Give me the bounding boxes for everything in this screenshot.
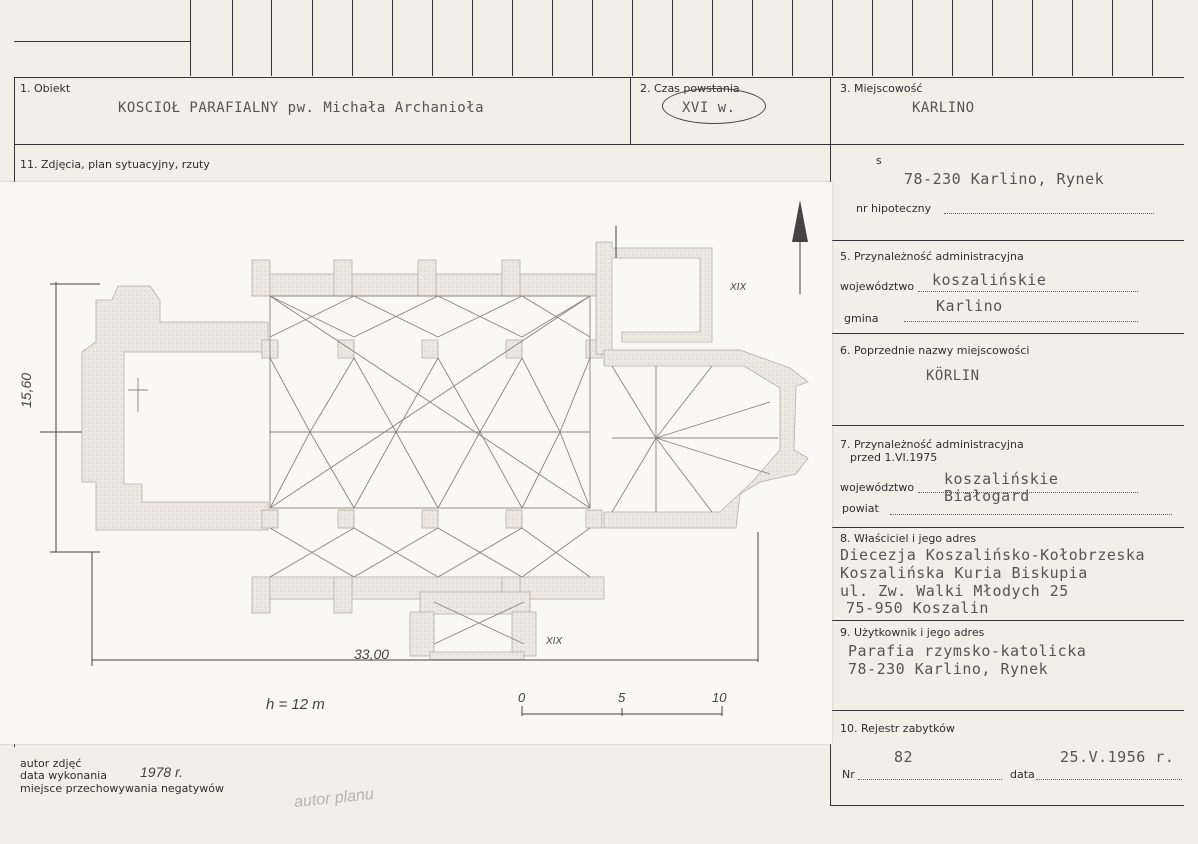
scale-label-0: 0	[518, 690, 526, 705]
powiat-label: powiat	[842, 502, 879, 515]
photo-shadow	[0, 182, 14, 744]
length-dimension: 33,00	[354, 646, 390, 662]
przynaleznosc-przed-label2: przed 1.VI.1975	[850, 451, 938, 464]
floor-plan-photo	[0, 182, 832, 744]
wojewodztwo-label: województwo	[840, 280, 915, 293]
uzytkownik-label: 9. Użytkownik i jego adres	[840, 626, 985, 639]
miejsce-label: miejsce przechowywania negatywów	[20, 782, 224, 795]
wlasciciel-line-2: Koszalińska Kuria Biskupia	[840, 564, 1088, 582]
rejestr-nr-value: 82	[894, 748, 914, 766]
uzytkownik-line-2: 78-230 Karlino, Rynek	[848, 660, 1049, 678]
annotation-top: XIX	[730, 282, 747, 293]
zdjecia-label: 11. Zdjęcia, plan sytuacyjny, rzuty	[20, 158, 210, 171]
przynaleznosc-przed-label: 7. Przynależność administracyjna	[840, 438, 1024, 451]
wlasciciel-line-4: 75-950 Koszalin	[846, 599, 989, 617]
hipoteczny-label: nr hipoteczny	[856, 202, 932, 215]
przynaleznosc-label: 5. Przynależność administracyjna	[840, 250, 1024, 263]
autor-zdjec-label: autor zdjęć	[20, 757, 82, 770]
wlasciciel-line-3: ul. Zw. Walki Młodych 25	[840, 582, 1069, 600]
czas-label: 2. Czas powstania	[640, 82, 740, 95]
scale-label-10: 10	[712, 690, 727, 705]
wlasciciel-line-1: Diecezja Koszalińsko-Kołobrzeska	[840, 546, 1145, 564]
obiekt-label: 1. Obiekt	[20, 82, 71, 95]
width-dimension: 15,60	[18, 372, 34, 408]
wlasciciel-label: 8. Właściciel i jego adres	[840, 532, 977, 545]
top-strip	[0, 0, 1198, 77]
rejestr-label: 10. Rejestr zabytków	[840, 722, 955, 735]
frame-top-line	[14, 77, 1184, 78]
uzytkownik-line-1: Parafia rzymsko-katolicka	[848, 642, 1087, 660]
czas-value: XVI w.	[682, 100, 736, 116]
annotation-bottom: XIX	[546, 636, 563, 647]
rejestr-data-value: 25.V.1956 r.	[1060, 748, 1175, 766]
rejestr-data-label: data	[1010, 768, 1035, 781]
poprzednie-value: KÖRLIN	[926, 368, 980, 384]
rejestr-nr-label: Nr	[842, 768, 855, 781]
height-note: h = 12 m	[266, 696, 325, 713]
powiat-value: Białogard	[944, 487, 1030, 505]
obiekt-value: KOSCIOŁ PARAFIALNY pw. Michała Archanioła	[118, 100, 485, 116]
wojewodztwo-przed-value: koszalińskie	[944, 470, 1059, 488]
poprzednie-label: 6. Poprzednie nazwy miejscowości	[840, 344, 1030, 357]
wojewodztwo-value: koszalińskie	[932, 271, 1047, 289]
gmina-label: gmina	[844, 312, 879, 325]
wojewodztwo-przed-label: województwo	[840, 481, 915, 494]
data-wykonania-label: data wykonania	[20, 769, 107, 782]
pencil-note: autor planu	[293, 785, 375, 812]
scale-label-5: 5	[618, 690, 626, 705]
gmina-value: Karlino	[936, 297, 1003, 315]
adres-label-fragment: s	[876, 154, 882, 167]
miejscowosc-value: KARLINO	[912, 100, 975, 116]
data-wykonania-value: 1978 r.	[140, 764, 184, 780]
adres-value: 78-230 Karlino, Rynek	[904, 170, 1105, 188]
miejscowosc-label: 3. Miejscowość	[840, 82, 923, 95]
